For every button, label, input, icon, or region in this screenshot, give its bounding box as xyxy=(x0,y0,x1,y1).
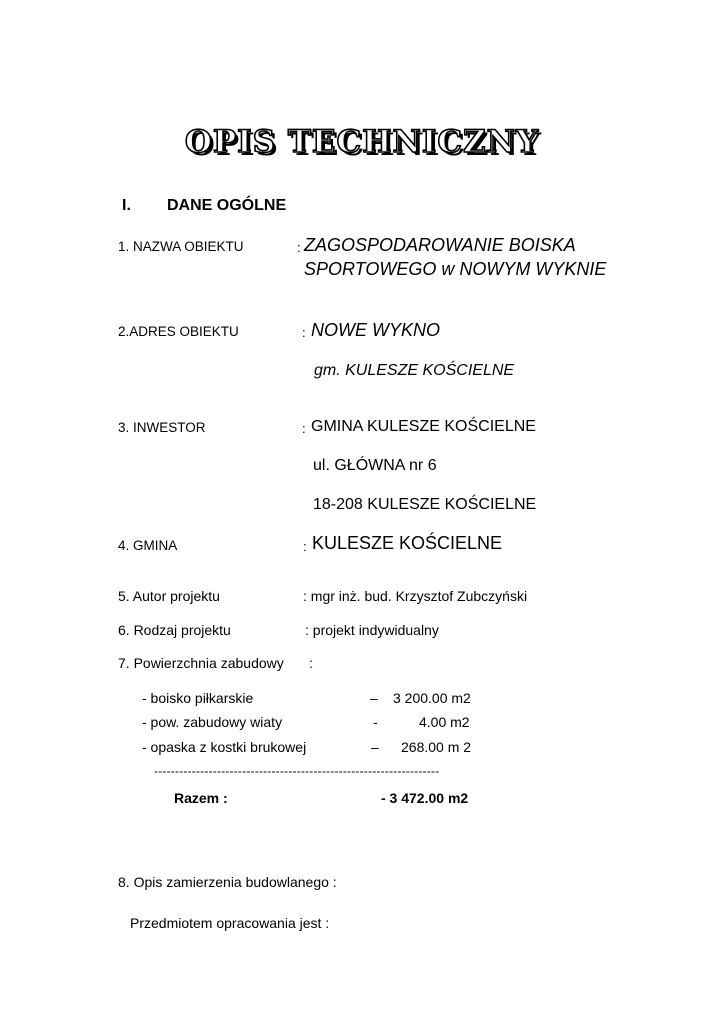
area-item-name: - boisko piłkarskie xyxy=(142,690,254,706)
field-label-nazwa: 1. NAZWA OBIEKTU xyxy=(118,239,244,254)
field-label-gmina: 4. GMINA xyxy=(118,538,178,553)
document-title: OPIS TECHNICZNY xyxy=(184,124,540,160)
field-value-inwestor-line1: GMINA KULESZE KOŚCIELNE xyxy=(311,418,536,435)
section-number: I. xyxy=(122,197,131,214)
field-value-adres-line1: NOWE WYKNO xyxy=(311,320,440,340)
area-item-value: 268.00 m 2 xyxy=(401,739,472,755)
field-colon-adres: : xyxy=(302,325,306,340)
field-value-adres-line2: gm. KULESZE KOŚCIELNE xyxy=(314,362,515,379)
field-value-autor: : mgr inż. bud. Krzysztof Zubczyński xyxy=(303,588,528,604)
field-label-adres: 2.ADRES OBIEKTU xyxy=(118,324,239,339)
field-label-inwestor: 3. INWESTOR xyxy=(118,420,206,435)
area-item-name: - pow. zabudowy wiaty xyxy=(142,714,283,730)
field-value-inwestor-line2: ul. GŁÓWNA nr 6 xyxy=(313,457,437,474)
area-item-dash: – xyxy=(370,690,378,706)
opis-label: 8. Opis zamierzenia budowlanego : xyxy=(118,874,337,890)
field-value-nazwa-line2: SPORTOWEGO w NOWYM WYKNIE xyxy=(304,259,607,279)
field-colon-powierzchnia: : xyxy=(309,655,313,671)
field-label-autor: 5. Autor projektu xyxy=(118,588,220,604)
field-colon-gmina: : xyxy=(303,539,307,554)
field-value-nazwa-line1: ZAGOSPODAROWANIE BOISKA xyxy=(304,235,576,255)
area-item-value: 3 200.00 m2 xyxy=(393,690,471,706)
area-item-dash: – xyxy=(371,739,379,755)
opis-intro: Przedmiotem opracowania jest : xyxy=(130,915,330,931)
sum-divider: -------------------------------------------------------------------- xyxy=(154,764,440,778)
field-colon-inwestor: : xyxy=(302,421,306,436)
area-item-dash: - xyxy=(373,714,378,730)
field-label-powierzchnia: 7. Powierzchnia zabudowy xyxy=(118,655,284,671)
total-label: Razem : xyxy=(174,790,228,806)
field-value-inwestor-line3: 18-208 KULESZE KOŚCIELNE xyxy=(313,496,537,513)
field-value-rodzaj: : projekt indywidualny xyxy=(305,622,439,638)
field-colon-nazwa: : xyxy=(297,240,301,255)
field-value-gmina: KULESZE KOŚCIELNE xyxy=(312,533,503,553)
total-value: - 3 472.00 m2 xyxy=(381,790,469,806)
section-title: DANE OGÓLNE xyxy=(167,197,287,214)
area-item-name: - opaska z kostki brukowej xyxy=(142,739,307,755)
field-label-rodzaj: 6. Rodzaj projektu xyxy=(118,622,231,638)
area-item-value: 4.00 m2 xyxy=(419,714,470,730)
